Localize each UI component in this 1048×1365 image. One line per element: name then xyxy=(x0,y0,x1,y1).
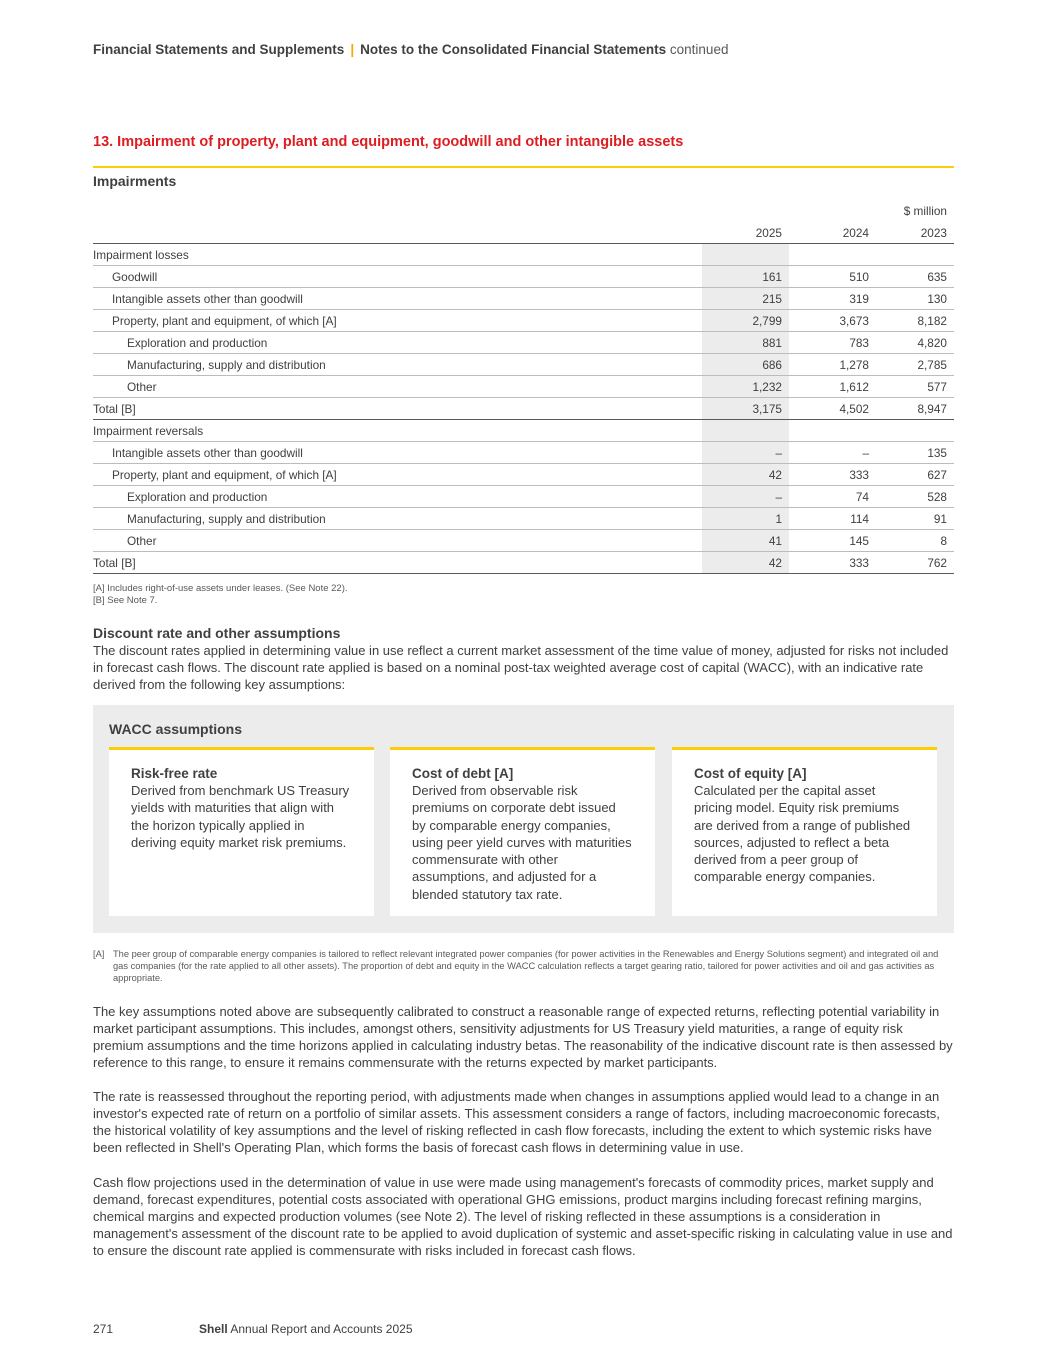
cell-value: 577 xyxy=(876,376,954,398)
table-row xyxy=(93,332,954,354)
cell-value: 333 xyxy=(789,464,876,486)
cell-value: 8,182 xyxy=(876,310,954,332)
cell-value: 2,799 xyxy=(702,310,789,332)
row-label: Goodwill xyxy=(93,266,702,288)
total-row xyxy=(93,398,954,420)
table-row xyxy=(93,354,954,376)
footer-report: Annual Report and Accounts 2025 xyxy=(230,1322,413,1336)
unit-row xyxy=(93,200,954,222)
cell-value: – xyxy=(702,442,789,464)
cell-value xyxy=(702,244,789,266)
cell-value: 528 xyxy=(876,486,954,508)
paragraph: The rate is reassessed throughout the reporting period, with adjustments made when changes in assumptions applied would lead to a change in an investor's expected rate of return on a portfolio of similar assets. This assessment considers a range of factors, including macroeconomic forecasts, the historical volatility of key assumptions and the level of risking reflected in cash flow forecasts, including the extent to which systemic risks have been reflected in Shell's Operating Plan, which forms the basis of forecast cash flows in determining value in use. xyxy=(93,1089,940,1155)
cell-value: 4,502 xyxy=(789,398,876,420)
cell-value: 783 xyxy=(789,332,876,354)
table-row xyxy=(93,266,954,288)
cell-value: – xyxy=(789,442,876,464)
page-number: 271 xyxy=(93,1322,114,1336)
cell-value: 319 xyxy=(789,288,876,310)
row-label: Exploration and production xyxy=(93,332,702,354)
year-header: 2023 xyxy=(876,222,954,244)
row-label: Impairment losses xyxy=(93,244,702,266)
table-row xyxy=(93,376,954,398)
wacc-panel xyxy=(93,705,954,933)
row-label: Total [B] xyxy=(93,398,702,420)
header-section: Financial Statements and Supplements xyxy=(93,42,345,57)
cell-value: 42 xyxy=(702,464,789,486)
header-subsection: Notes to the Consolidated Financial Statements xyxy=(360,42,667,57)
cell-value: 3,673 xyxy=(789,310,876,332)
year-header: 2025 xyxy=(702,222,789,244)
year-header-row xyxy=(93,222,954,244)
page-footer xyxy=(93,1322,413,1336)
unit-label: $ million xyxy=(903,204,947,218)
row-label: Intangible assets other than goodwill xyxy=(93,288,702,310)
title-divider xyxy=(93,166,954,168)
cell-value: 510 xyxy=(789,266,876,288)
wacc-card-cost-of-debt xyxy=(390,747,655,916)
wacc-title: WACC assumptions xyxy=(109,721,243,737)
footnote: [A] Includes right-of-use assets under leases. (See Note 22). xyxy=(93,583,348,594)
table-row xyxy=(93,508,954,530)
cell-value: 91 xyxy=(876,508,954,530)
cell-value: 3,175 xyxy=(702,398,789,420)
table-row xyxy=(93,442,954,464)
cell-value xyxy=(876,420,954,442)
footnote-label: [A] xyxy=(93,949,105,959)
cell-value: 114 xyxy=(789,508,876,530)
impairments-table-wrapper xyxy=(93,200,954,574)
card-title: Cost of equity [A] xyxy=(694,766,807,781)
cell-value: 1 xyxy=(702,508,789,530)
total-row xyxy=(93,552,954,574)
cell-value: 762 xyxy=(876,552,954,574)
table-footnotes xyxy=(93,583,348,607)
table-row xyxy=(93,288,954,310)
cell-value xyxy=(789,244,876,266)
discount-text: The discount rates applied in determining value in use reflect a current market assessment of the time value of money, adjusted for risks not included in forecast cash flows. The discount rate applied is based on a nominal post-tax weighted average cost of capital (WACC), with an indicative rate derived from the following key assumptions: xyxy=(93,643,949,692)
wacc-footnote xyxy=(93,948,954,984)
cell-value: 686 xyxy=(702,354,789,376)
cell-value: 333 xyxy=(789,552,876,574)
row-label: Intangible assets other than goodwill xyxy=(93,442,702,464)
row-label: Exploration and production xyxy=(93,486,702,508)
cell-value xyxy=(702,420,789,442)
cell-value: 1,278 xyxy=(789,354,876,376)
row-label: Other xyxy=(93,376,702,398)
table-row xyxy=(93,244,954,266)
paragraph: Cash flow projections used in the determination of value in use were made using management's forecasts of commodity prices, market supply and demand, forecast expenditures, potential costs associated with operational GHG emissions, product margins including forecast refining margins, chemical margins and expected production volumes (see Note 2). The level of risking reflected in these assumptions is a consideration in management's assessment of the discount rate to be applied to avoid duplication of systemic and asset-specific risking in calculating value in use and to ensure the discount rate applied is commensurate with risks included in forecast cash flows. xyxy=(93,1175,953,1258)
header-separator: | xyxy=(350,42,355,57)
row-label: Manufacturing, supply and distribution xyxy=(93,354,702,376)
footnote: [B] See Note 7. xyxy=(93,595,158,606)
row-label: Manufacturing, supply and distribution xyxy=(93,508,702,530)
impairments-table xyxy=(93,200,954,574)
cell-value: 215 xyxy=(702,288,789,310)
paragraph: The key assumptions noted above are subsequently calibrated to construct a reasonable range of expected returns, reflecting potential variability in market participant assumptions. This includes, amongst others, sensitivity adjustments for US Treasury yield maturities, a range of equity risk premium assumptions and the time horizons applied in calculating industry betas. The reasonability of the indicative discount rate is then assessed by reference to this range, to ensure it remains commensurate with the returns expected by market participants. xyxy=(93,1004,953,1070)
table-row xyxy=(93,464,954,486)
footer-brand: Shell xyxy=(199,1322,228,1336)
row-label: Property, plant and equipment, of which [A] xyxy=(93,310,702,332)
cell-value: 627 xyxy=(876,464,954,486)
running-header xyxy=(93,42,728,57)
discount-heading: Discount rate and other assumptions xyxy=(93,625,341,641)
cell-value: 74 xyxy=(789,486,876,508)
card-text: Derived from benchmark US Treasury yields with maturities that align with the horizon typically applied in deriving equity market risk premiums. xyxy=(131,783,350,850)
year-header: 2024 xyxy=(789,222,876,244)
table-row xyxy=(93,530,954,552)
row-label: Property, plant and equipment, of which [A] xyxy=(93,464,702,486)
cell-value: 8 xyxy=(876,530,954,552)
cell-value xyxy=(876,244,954,266)
cell-value: 42 xyxy=(702,552,789,574)
table-row xyxy=(93,420,954,442)
cell-value xyxy=(789,420,876,442)
table-row xyxy=(93,486,954,508)
footnote-text: The peer group of comparable energy companies is tailored to reflect relevant integrated power companies (for power activities in the Renewables and Energy Solutions segment) and integrated oil and gas companies (for the rate applied to all other assets). The proportion of debt and equity in the WACC calculation reflects a target gearing ratio, tailored for power activities and oil and gas activities as appropriate. xyxy=(113,949,939,983)
header-suffix: continued xyxy=(669,42,729,57)
cell-value: 2,785 xyxy=(876,354,954,376)
wacc-card-cost-of-equity xyxy=(672,747,937,916)
row-label: Other xyxy=(93,530,702,552)
card-title: Risk-free rate xyxy=(131,766,218,781)
cell-value: 4,820 xyxy=(876,332,954,354)
cell-value: 8,947 xyxy=(876,398,954,420)
card-text: Calculated per the capital asset pricing model. Equity risk premiums are derived from a range of published sources, adjusted to reflect a beta derived from a peer group of comparable energy companies. xyxy=(694,783,911,885)
cell-value: 145 xyxy=(789,530,876,552)
table-heading: Impairments xyxy=(93,173,177,189)
card-title: Cost of debt [A] xyxy=(412,766,514,781)
cell-value: 881 xyxy=(702,332,789,354)
cell-value: 635 xyxy=(876,266,954,288)
cell-value: 1,612 xyxy=(789,376,876,398)
cell-value: – xyxy=(702,486,789,508)
cell-value: 41 xyxy=(702,530,789,552)
note-title: 13. Impairment of property, plant and equipment, goodwill and other intangible assets xyxy=(93,134,684,150)
card-text: Derived from observable risk premiums on corporate debt issued by comparable energy companies, using peer yield curves with maturities commensurate with other assumptions, and adjusted for a blended statutory tax rate. xyxy=(412,783,632,902)
cell-value: 161 xyxy=(702,266,789,288)
row-label: Total [B] xyxy=(93,552,702,574)
table-row xyxy=(93,310,954,332)
cell-value: 135 xyxy=(876,442,954,464)
cell-value: 130 xyxy=(876,288,954,310)
row-label: Impairment reversals xyxy=(93,420,702,442)
cell-value: 1,232 xyxy=(702,376,789,398)
wacc-card-risk-free-rate xyxy=(109,747,374,916)
